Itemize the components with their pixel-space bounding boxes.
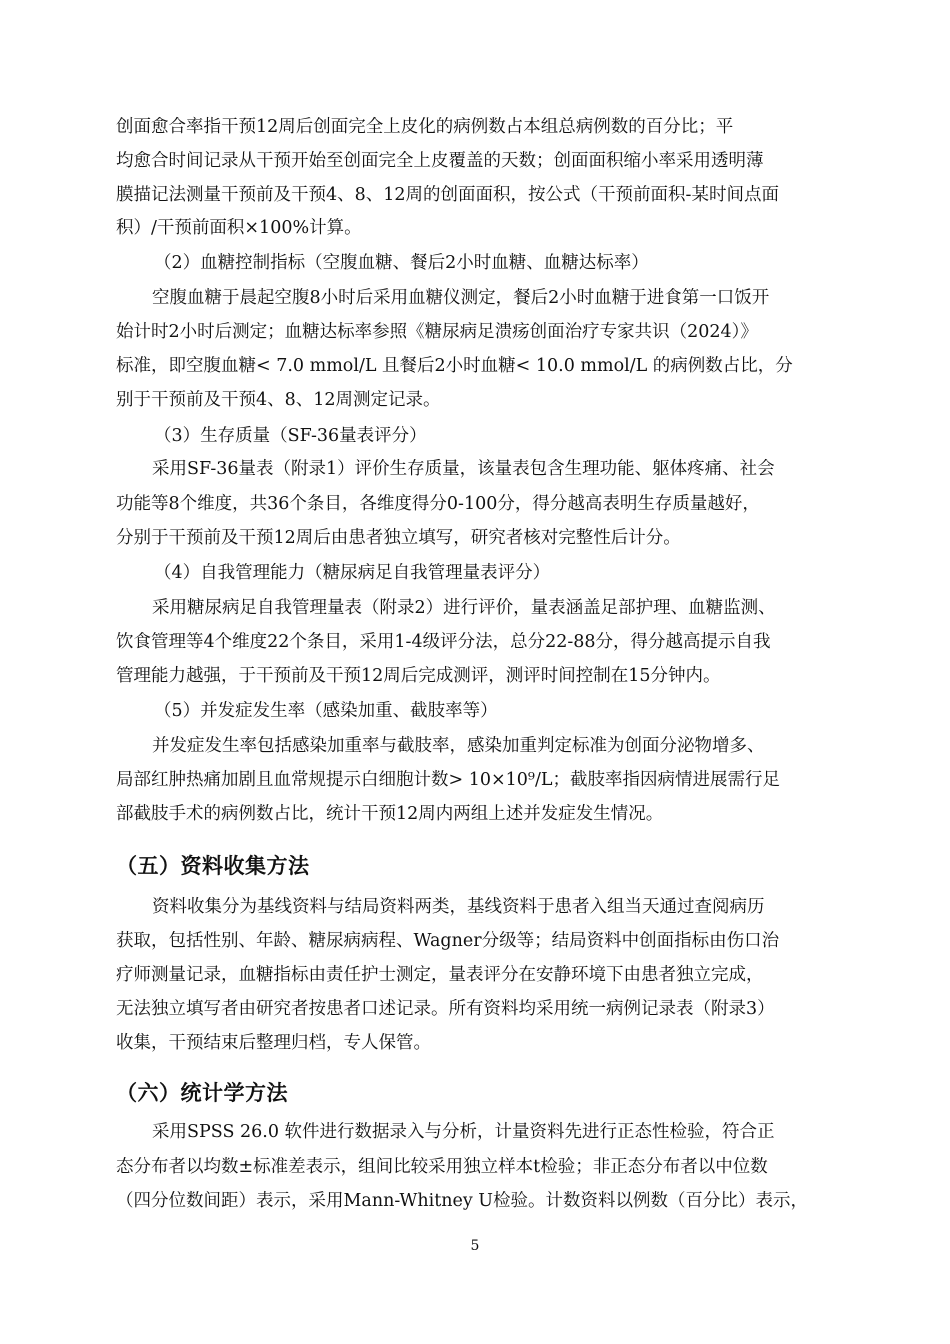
page-number: 5: [470, 1238, 480, 1254]
body-text-line: 分别于干预前及干预12周后由患者独立填写，研究者核对完整性后计分。: [116, 528, 681, 548]
body-text-line: 疗师测量记录，血糖指标由责任护士测定，量表评分在安静环境下由患者独立完成，: [116, 965, 764, 985]
body-text-line: 始计时2小时后测定；血糖达标率参照《糖尿病足溃疡创面治疗专家共识（2024）》: [116, 322, 758, 342]
body-text-line: 采用SF-36量表（附录1）评价生存质量，该量表包含生理功能、躯体疼痛、社会: [152, 459, 775, 479]
section-heading: （五）资料收集方法: [116, 854, 310, 878]
body-text-line: 采用SPSS 26.0 软件进行数据录入与分析，计量资料先进行正态性检验，符合正: [152, 1122, 775, 1142]
body-text-line: 创面愈合率指干预12周后创面完全上皮化的病例数占本组总病例数的百分比；平: [116, 117, 734, 137]
body-text-line: 采用糖尿病足自我管理量表（附录2）进行评价，量表涵盖足部护理、血糖监测、: [152, 598, 776, 618]
body-text-line: 功能等8个维度，共36个条目，各维度得分0-100分，得分越高表明生存质量越好，: [116, 494, 760, 514]
body-text-line: 收集，干预结束后整理归档，专人保管。: [116, 1033, 431, 1053]
subsection-title: （5）并发症发生率（感染加重、截肢率等）: [154, 701, 498, 721]
body-text-line: 积）/干预前面积×100%计算。: [116, 218, 362, 238]
subsection-title: （4）自我管理能力（糖尿病足自我管理量表评分）: [154, 563, 551, 583]
body-text-line: 饮食管理等4个维度22个条目，采用1-4级评分法，总分22-88分，得分越高提示自我: [116, 632, 771, 652]
body-text-line: （四分位数间距）表示，采用Mann-Whitney U检验。计数资料以例数（百分比）表示，: [116, 1191, 809, 1211]
body-text-line: 膜描记法测量干预前及干预4、8、12周的创面面积，按公式（干预前面积-某时间点面: [116, 185, 779, 205]
body-text-line: 态分布者以均数±标准差表示，组间比较采用独立样本t检验；非正态分布者以中位数: [116, 1157, 768, 1177]
body-text-line: 局部红肿热痛加剧且血常规提示白细胞计数> 10×10⁹/L；截肢率指因病情进展需行足: [116, 770, 780, 790]
subsection-title: （3）生存质量（SF-36量表评分）: [154, 426, 427, 446]
body-text-line: 部截肢手术的病例数占比，统计干预12周内两组上述并发症发生情况。: [116, 804, 664, 824]
body-text-line: 获取，包括性别、年龄、糖尿病病程、Wagner分级等；结局资料中创面指标由伤口治: [116, 931, 780, 951]
body-text-line: 管理能力越强，于干预前及干预12周后完成测评，测评时间控制在15分钟内。: [116, 666, 721, 686]
subsection-title: （2）血糖控制指标（空腹血糖、餐后2小时血糖、血糖达标率）: [154, 253, 649, 273]
body-text-line: 无法独立填写者由研究者按患者口述记录。所有资料均采用统一病例记录表（附录3）: [116, 999, 775, 1019]
body-text-line: 标准，即空腹血糖< 7.0 mmol/L 且餐后2小时血糖< 10.0 mmol/L 的病例数占比，分: [116, 356, 793, 376]
body-text-line: 均愈合时间记录从干预开始至创面完全上皮覆盖的天数；创面面积缩小率采用透明薄: [116, 151, 764, 171]
body-text-line: 别于干预前及干预4、8、12周测定记录。: [116, 390, 441, 410]
body-text-line: 并发症发生率包括感染加重率与截肢率，感染加重判定标准为创面分泌物增多、: [152, 736, 765, 756]
section-heading: （六）统计学方法: [116, 1081, 288, 1105]
body-text-line: 资料收集分为基线资料与结局资料两类，基线资料于患者入组当天通过查阅病历: [152, 897, 765, 917]
body-text-line: 空腹血糖于晨起空腹8小时后采用血糖仪测定，餐后2小时血糖于进食第一口饭开: [152, 288, 770, 308]
